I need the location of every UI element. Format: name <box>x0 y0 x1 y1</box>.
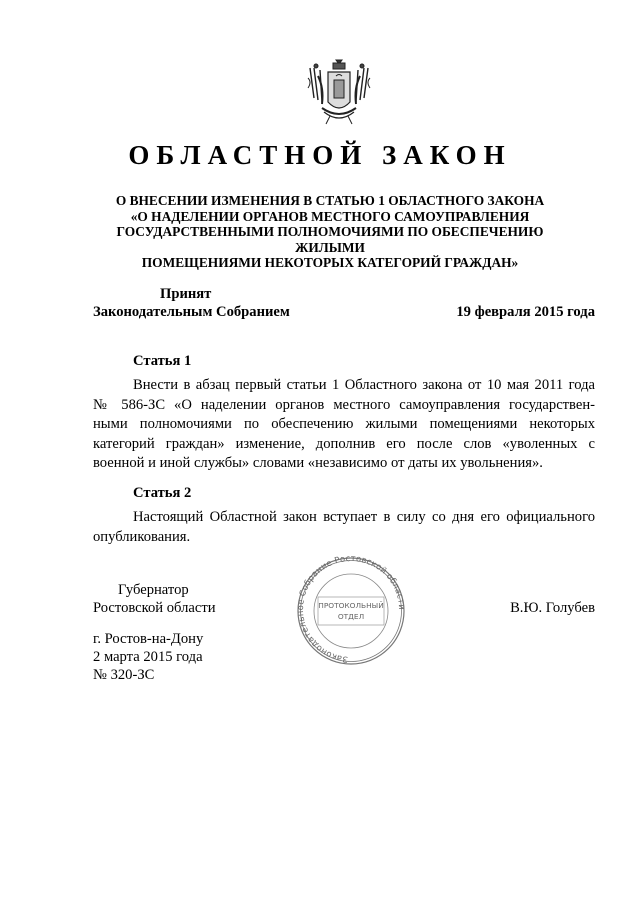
stamp-seal-icon <box>296 553 406 669</box>
adopted-label: Принят <box>160 286 212 302</box>
text-line: Настоящий Областной закон вступает в силу со дня его официального <box>133 509 595 525</box>
seal-center-line: ПРОТОКОЛЬНЫЙ <box>318 601 384 610</box>
text-line: опубликования. <box>93 528 191 545</box>
signing-date: 2 марта 2015 года <box>93 649 203 665</box>
signing-place: г. Ростов-на-Дону <box>93 631 204 647</box>
coat-of-arms-icon <box>300 58 378 128</box>
text-line: военной и иной службы» словами «независимо от даты их увольнения». <box>93 455 543 471</box>
signatory-name: В.Ю. Голубев <box>510 600 595 616</box>
text-line: категорий граждан» изменение, дополнив его после слов «уволенных с <box>93 435 595 452</box>
law-title <box>80 193 580 271</box>
adopted-date: 19 февраля 2015 года <box>456 304 595 320</box>
law-title-line: ПОМЕЩЕНИЯМИ НЕКОТОРЫХ КАТЕГОРИЙ ГРАЖДАН» <box>141 255 519 270</box>
text-line: № 586-ЗС «О наделении органов местного самоуправления государствен- <box>93 396 595 413</box>
law-title-line: «О НАДЕЛЕНИИ ОРГАНОВ МЕСТНОГО САМОУПРАВЛЕНИЯ <box>130 208 530 224</box>
article-2-heading: Статья 2 <box>133 485 192 501</box>
law-number: № 320-ЗС <box>93 667 155 683</box>
text-line: Внести в абзац первый статьи 1 Областного закона от 10 мая 2011 года <box>133 377 595 393</box>
seal-ring-text: Законодательн е Собрание Ростовской област <box>296 553 406 665</box>
article-2-text <box>93 508 595 547</box>
signatory-title: Губернатор <box>118 582 189 598</box>
seal-center-line: ОТДЕЛ <box>337 612 365 621</box>
article-1-heading: Статья 1 <box>133 353 192 369</box>
adopted-by: Законодательным Собранием <box>93 304 290 320</box>
signatory-region: Ростовской области <box>93 600 216 616</box>
law-title-line: ГОСУДАРСТВЕННЫМИ ПОЛНОМОЧИЯМИ ПО ОБЕСПЕЧЕНИЮ ЖИЛЫМИ <box>116 224 544 255</box>
article-1-text <box>93 376 595 474</box>
document-type-heading: ОБЛАСТНОЙ ЗАКОН <box>128 140 512 170</box>
law-title-line: О ВНЕСЕНИИ ИЗМЕНЕНИЯ В СТАТЬЮ 1 ОБЛАСТНОГО ЗАКОНА <box>115 193 545 208</box>
text-line: ными полномочиями по обеспечению жилыми помещениями некоторых <box>93 416 595 432</box>
